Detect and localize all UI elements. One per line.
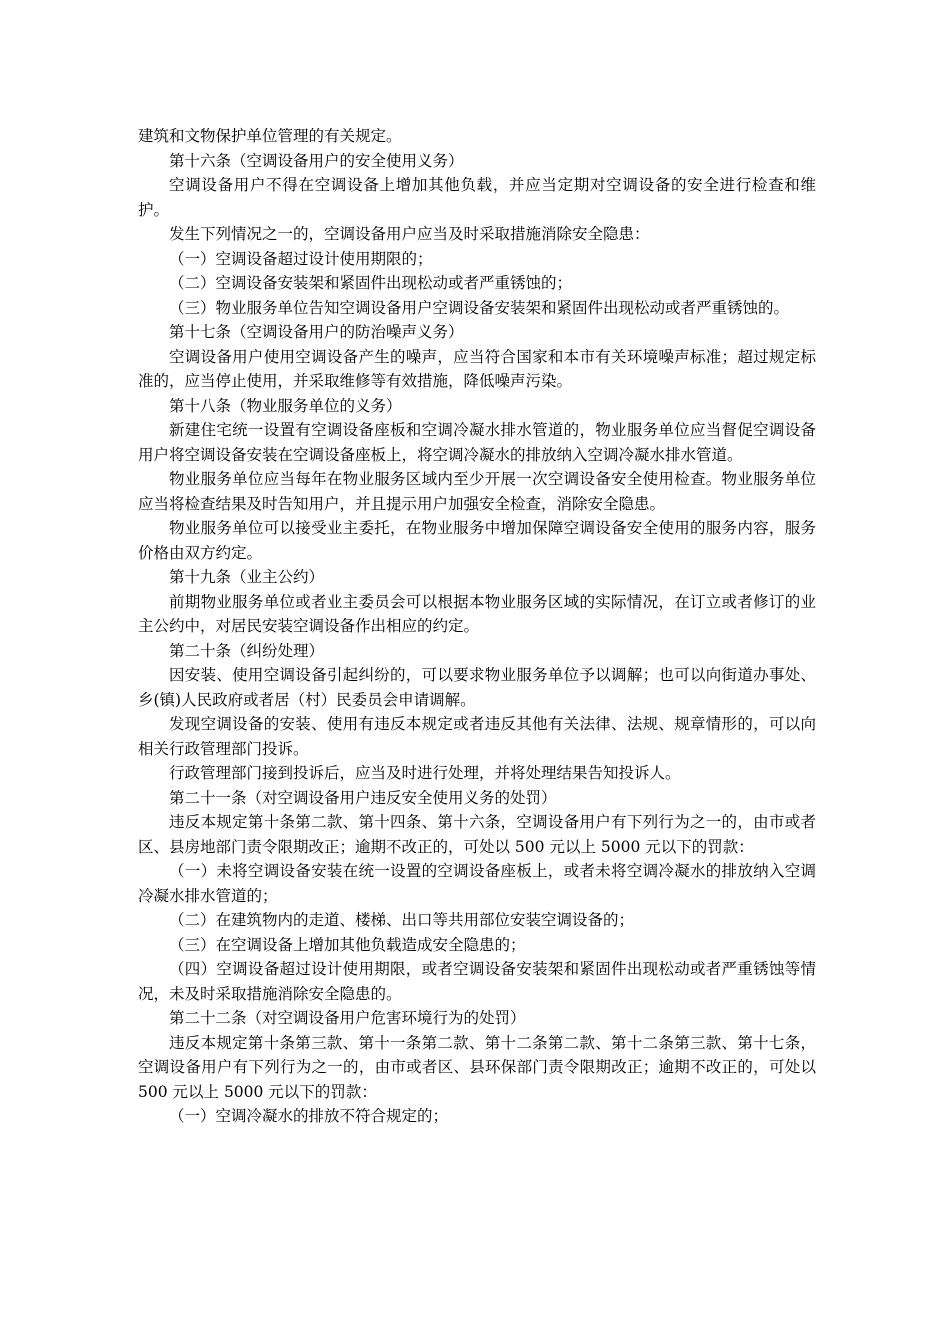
document-body <box>138 124 816 1129</box>
list-item: （一）空调设备超过设计使用期限的； <box>169 249 433 268</box>
paragraph: 新建住宅统一设置有空调设备座板和空调冷凝水排水管道的，物业服务单位应当督促空调设备用户将空调设备安装在空调设备座板上，将空调冷凝水的排放纳入空调冷凝水排水管道。 <box>138 421 816 464</box>
list-item: （二）在建筑物内的走道、楼梯、出口等共用部位安装空调设备的； <box>169 911 635 929</box>
paragraph: 物业服务单位应当每年在物业服务区域内至少开展一次空调设备安全使用检查。物业服务单位应当将检查结果及时告知用户，并且提示用户加强安全检查，消除安全隐患。 <box>138 470 816 513</box>
paragraph: 空调设备用户不得在空调设备上增加其他负载，并应当定期对空调设备的安全进行检查和维护。 <box>138 176 816 219</box>
list-item: （一）未将空调设备安装在统一设置的空调设备座板上，或者未将空调冷凝水的排放纳入空调冷凝水排水管道的； <box>138 862 816 905</box>
paragraph: 前期物业服务单位或者业主委员会可以根据本物业服务区域的实际情况，在订立或者修订的业主公约中，对居民安装空调设备作出相应的约定。 <box>138 592 816 635</box>
paragraph: 空调设备用户使用空调设备产生的噪声，应当符合国家和本市有关环境噪声标准；超过规定标准的，应当停止使用，并采取维修等有效措施，降低噪声污染。 <box>138 347 816 390</box>
article-22-heading: 第二十二条（对空调设备用户危害环境行为的处罚） <box>169 1009 526 1027</box>
list-item: （二）空调设备安装架和紧固件出现松动或者严重锈蚀的； <box>169 274 573 292</box>
paragraph: 发生下列情况之一的，空调设备用户应当及时采取措施消除安全隐患： <box>169 225 650 243</box>
paragraph: 违反本规定第十条第三款、第十一条第二款、第十二条第二款、第十二条第三款、第十七条，空调设备用户有下列行为之一的，由市或者区、县环保部门责令限期改正；逾期不改正的，可处以 500 元以上 5000 元以下的罚款： <box>138 1033 816 1101</box>
list-item: （四）空调设备超过设计使用期限，或者空调设备安装架和紧固件出现松动或者严重锈蚀等情况，未及时采取措施消除安全隐患的。 <box>138 960 816 1003</box>
paragraph: 行政管理部门接到投诉后，应当及时进行处理，并将处理结果告知投诉人。 <box>169 764 681 782</box>
paragraph: 因安装、使用空调设备引起纠纷的，可以要求物业服务单位予以调解；也可以向街道办事处、乡(镇)人民政府或者居（村）民委员会申请调解。 <box>138 666 816 709</box>
article-18-heading: 第十八条（物业服务单位的义务） <box>169 396 402 415</box>
list-item: （三）在空调设备上增加其他负载造成安全隐患的； <box>169 935 526 954</box>
list-item: （三）物业服务单位告知空调设备用户空调设备安装架和紧固件出现松动或者严重锈蚀的。 <box>169 298 790 317</box>
list-item: （一）空调冷凝水的排放不符合规定的； <box>169 1107 449 1125</box>
article-20-heading: 第二十条（纠纷处理） <box>169 641 325 660</box>
article-17-heading: 第十七条（空调设备用户的防治噪声义务） <box>169 323 464 341</box>
article-16-heading: 第十六条（空调设备用户的安全使用义务） <box>169 151 464 170</box>
paragraph-continuation: 建筑和文物保护单位管理的有关规定。 <box>138 127 402 145</box>
paragraph: 物业服务单位可以接受业主委托，在物业服务中增加保障空调设备安全使用的服务内容，服务价格由双方约定。 <box>138 519 816 562</box>
paragraph: 违反本规定第十条第二款、第十四条、第十六条，空调设备用户有下列行为之一的，由市或者区、县房地部门责令限期改正；逾期不改正的，可处以 500 元以上 5000 元以下的罚款： <box>138 813 816 856</box>
article-19-heading: 第十九条（业主公约） <box>169 568 325 586</box>
article-21-heading: 第二十一条（对空调设备用户违反安全使用义务的处罚） <box>169 788 557 807</box>
paragraph: 发现空调设备的安装、使用有违反本规定或者违反其他有关法律、法规、规章情形的，可以向相关行政管理部门投诉。 <box>138 715 816 758</box>
